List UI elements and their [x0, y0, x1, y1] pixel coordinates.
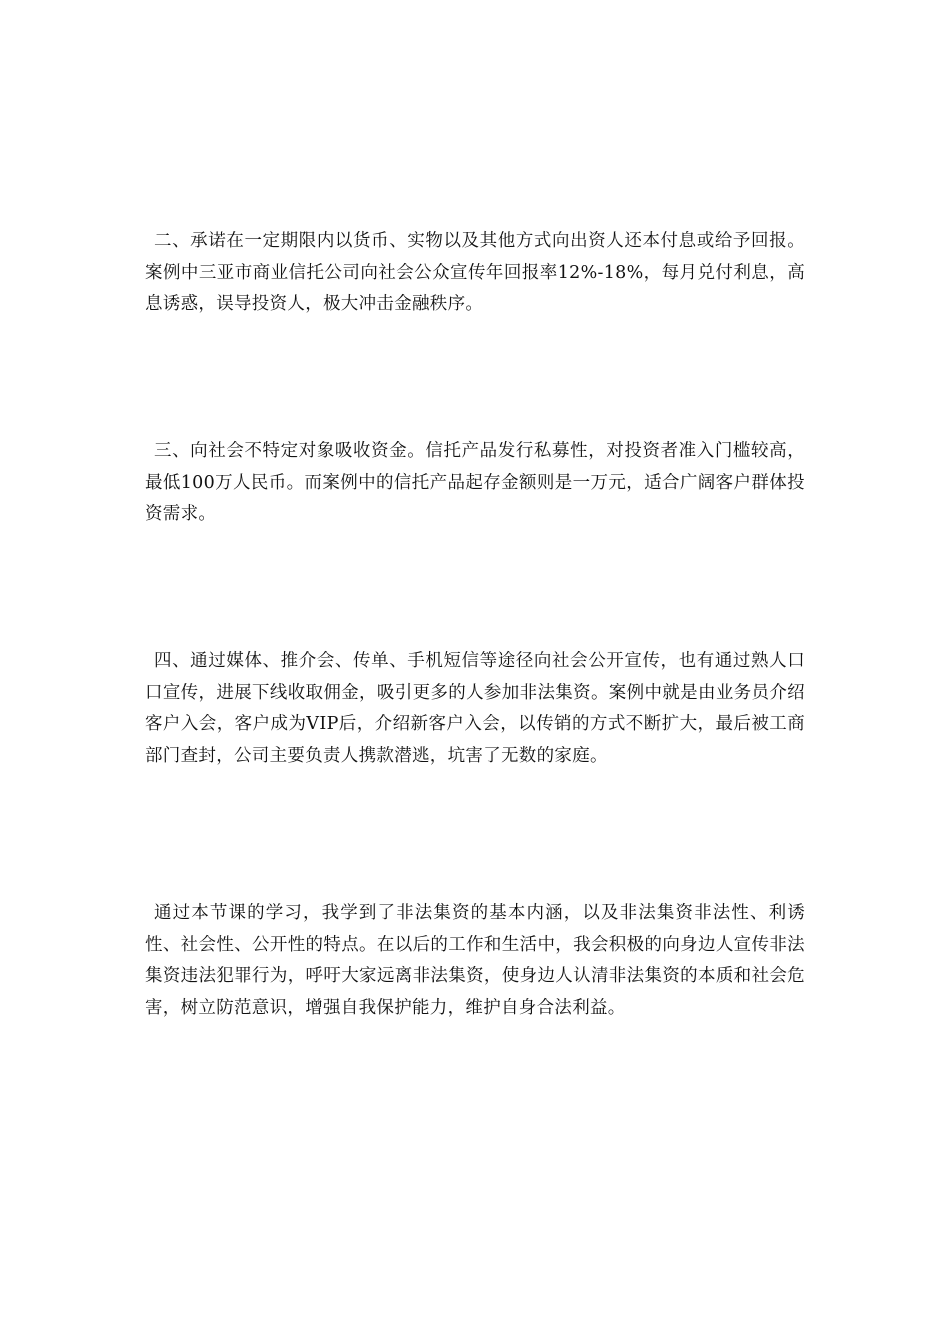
paragraph-feature-four: 四、通过媒体、推介会、传单、手机短信等途径向社会公开宣传，也有通过熟人口口宣传，进展下线收取佣金，吸引更多的人参加非法集资。案例中就是由业务员介绍客户入会，客户成为VIP后，介绍新客户入会，以传销的方式不断扩大，最后被工商部门查封，公司主要负责人携款潜逃，坑害了无数的家庭。	[145, 651, 805, 766]
paragraph-feature-three: 三、向社会不特定对象吸收资金。信托产品发行私募性，对投资者准入门槛较高，最低100万人民币。而案例中的信托产品起存金额则是一万元，适合广阔客户群体投资需求。	[145, 441, 805, 524]
paragraph-feature-two: 二、承诺在一定期限内以货币、实物以及其他方式向出资人还本付息或给予回报。案例中三亚市商业信托公司向社会公众宣传年回报率12%-18%，每月兑付利息，高息诱惑，误导投资人，极大冲击金融秩序。	[145, 231, 805, 314]
paragraph-conclusion: 通过本节课的学习，我学到了非法集资的基本内涵，以及非法集资非法性、利诱性、社会性、公开性的特点。在以后的工作和生活中，我会积极的向身边人宣传非法集资违法犯罪行为，呼吁大家远离非法集资，使身边人认清非法集资的本质和社会危害，树立防范意识，增强自我保护能力，维护自身合法利益。	[145, 903, 805, 1018]
